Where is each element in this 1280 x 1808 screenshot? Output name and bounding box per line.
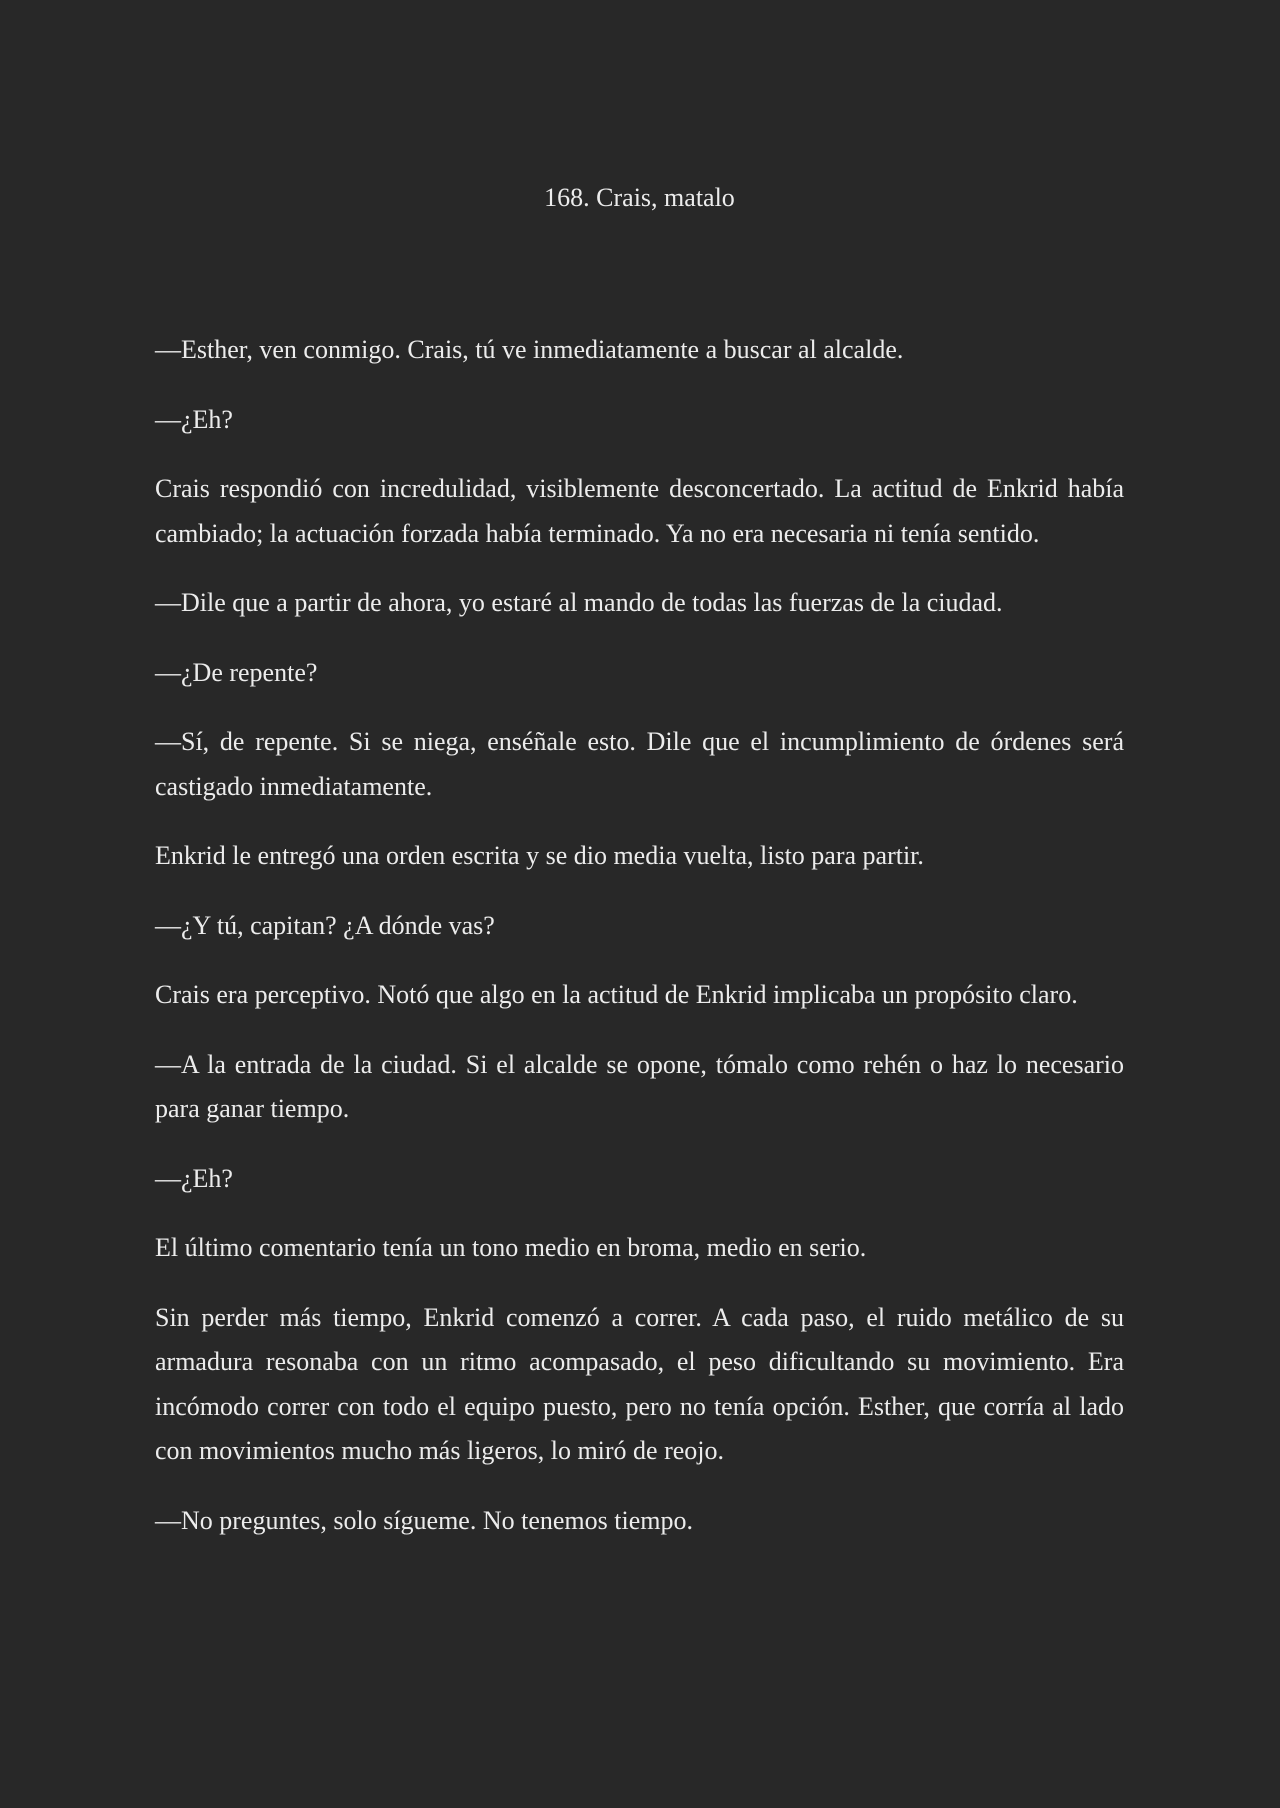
paragraph: —¿De repente?: [155, 657, 318, 687]
paragraph: —Esther, ven conmigo. Crais, tú ve inmediatamente a buscar al alcalde.: [155, 335, 904, 364]
paragraph: El último comentario tenía un tono medio en broma, medio en serio.: [155, 1233, 867, 1262]
paragraph: Crais era perceptivo. Notó que algo en la actitud de Enkrid implicaba un propósito claro.: [155, 980, 1078, 1009]
paragraph: —A la entrada de la ciudad. Si el alcalde se opone, tómalo como rehén o haz lo necesario para ganar tiempo.: [155, 1049, 1124, 1123]
chapter-body: [155, 328, 1124, 1568]
chapter-title: 168. Crais, matalo: [544, 183, 735, 212]
paragraph: —¿Eh?: [155, 404, 233, 434]
paragraph: Crais respondió con incredulidad, visiblemente desconcertado. La actitud de Enkrid había cambiado; la actuación forzada había terminado. Ya no era necesaria ni tenía sentido.: [155, 474, 1124, 548]
paragraph: —Sí, de repente. Si se niega, enséñale esto. Dile que el incumplimiento de órdenes será castigado inmediatamente.: [155, 727, 1124, 801]
paragraph: —¿Eh?: [155, 1163, 233, 1193]
paragraph: —Dile que a partir de ahora, yo estaré al mando de todas las fuerzas de la ciudad.: [155, 588, 1003, 617]
paragraph: —No preguntes, solo sígueme. No tenemos tiempo.: [155, 1505, 693, 1535]
paragraph: —¿Y tú, capitan? ¿A dónde vas?: [155, 910, 495, 940]
paragraph: Enkrid le entregó una orden escrita y se dio media vuelta, listo para partir.: [155, 841, 924, 870]
paragraph: Sin perder más tiempo, Enkrid comenzó a correr. A cada paso, el ruido metálico de su armadura resonaba con un ritmo acompasado, el peso dificultando su movimiento. Era incómodo correr con todo el equipo puesto, pero no tenía opción. Esther, que corría al lado con movimientos mucho más ligeros, lo miró de reojo.: [155, 1302, 1124, 1465]
